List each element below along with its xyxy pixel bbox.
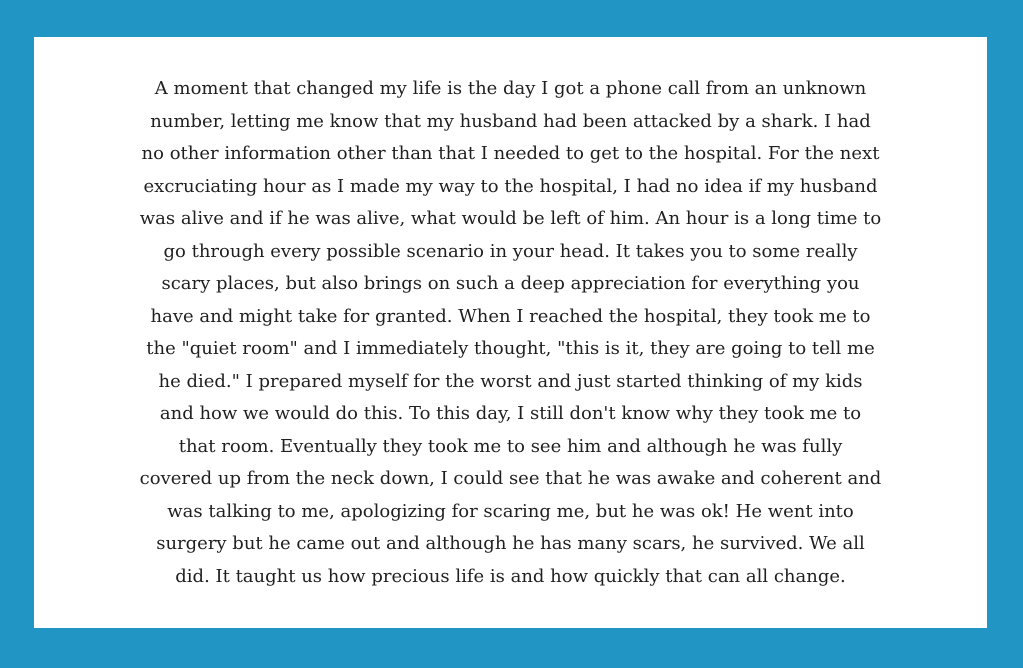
story-line: surgery but he came out and although he has many scars, he survived. We all bbox=[156, 533, 865, 554]
story-line: no other information other than that I needed to get to the hospital. For the next bbox=[141, 143, 880, 164]
story-line: have and might take for granted. When I reached the hospital, they took me to bbox=[150, 305, 871, 327]
story-line: A moment that changed my life is the day I got a phone call from an unknown bbox=[154, 78, 867, 99]
story-line: did. It taught us how precious life is and how quickly that can all change. bbox=[175, 565, 846, 587]
story-card bbox=[34, 37, 987, 628]
story-line: go through every possible scenario in your head. It takes you to some really bbox=[163, 240, 858, 262]
story-line: was alive and if he was alive, what would be left of him. An hour is a long time to bbox=[139, 208, 882, 229]
story-line: that room. Eventually they took me to see him and although he was fully bbox=[178, 435, 843, 457]
story-line: covered up from the neck down, I could see that he was awake and coherent and bbox=[139, 468, 882, 489]
story-line: and how we would do this. To this day, I still don't know why they took me to bbox=[159, 403, 862, 424]
story-line: he died." I prepared myself for the worst and just started thinking of my kids bbox=[158, 370, 863, 392]
story-line: excruciating hour as I made my way to the hospital, I had no idea if my husband bbox=[143, 175, 878, 197]
story-line: was talking to me, apologizing for scaring me, but he was ok! He went into bbox=[167, 500, 854, 522]
story-line: the "quiet room" and I immediately thought, "this is it, they are going to tell me bbox=[146, 338, 875, 359]
story-line: number, letting me know that my husband had been attacked by a shark. I had bbox=[150, 110, 871, 132]
story-line: scary places, but also brings on such a deep appreciation for everything you bbox=[161, 273, 860, 294]
